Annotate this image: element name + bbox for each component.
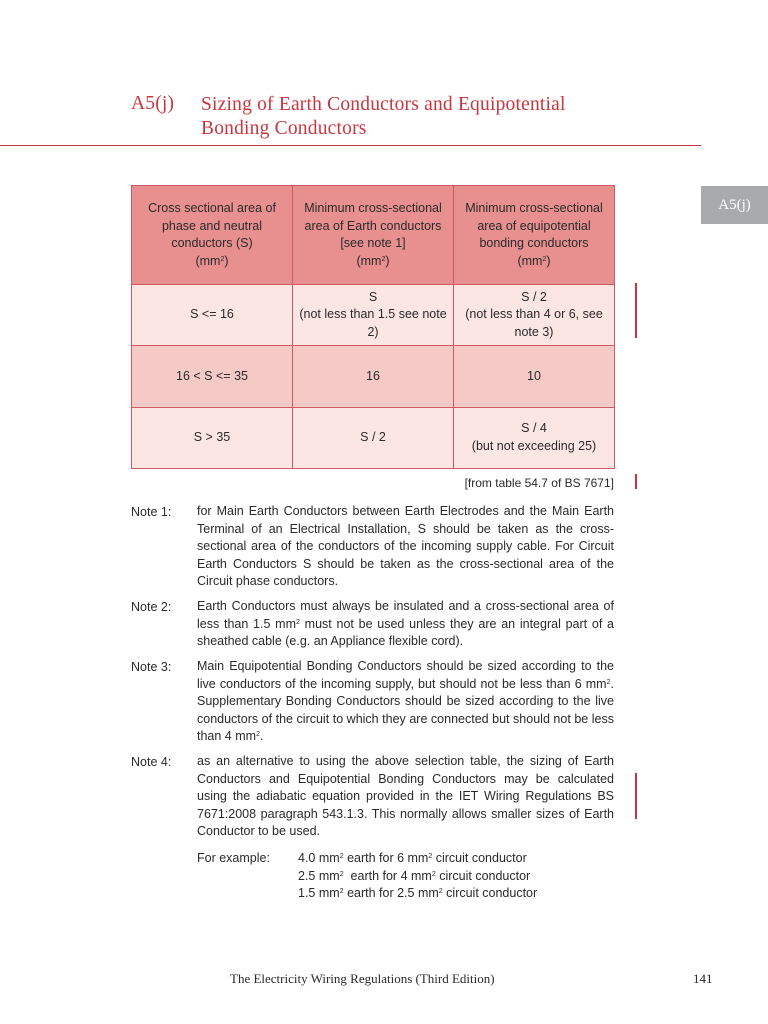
conductor-sizing-table — [131, 185, 615, 469]
note-1-text: for Main Earth Conductors between Earth Electrodes and the Main Earth Terminal of an Electrical Installation, S should be taken as the cross-sectional area of the conductors of the incoming supply cable. For Circuit Earth Conductors S should be taken as the cross-sectional area of the Circuit phase conductors. — [197, 504, 614, 588]
table-row — [132, 285, 615, 346]
note-3-text: Main Equipotential Bonding Conductors should be sized according to the live conductors of the incoming supply, but should not be less than 6 $mm^2$. Supplementary Bonding Conductors should be sized according to the live conductors of the circuit to which they are connected but should not be less than 4 $mm^2$. — [197, 659, 614, 743]
table-cell: S / 4 (but not exceeding 25) — [454, 407, 615, 468]
table-row — [132, 346, 615, 407]
table-cell: S <= 16 — [132, 285, 293, 346]
list-item: 4.0 $mm^2$ earth for 6 $mm^2$ circuit conductor — [298, 851, 527, 865]
table-cell: S / 2 (not less than 4 or 6, see note 3) — [454, 285, 615, 346]
table-cell: 10 — [454, 346, 615, 407]
note-4-text: as an alternative to using the above selection table, the sizing of Earth Conductors and Equipotential Bonding Conductors may be calculated using the adiabatic equation provided in the IET Wiring Regulations BS 7671:2008 paragraph 543.1.3. This normally allows smaller sizes of Earth Conductor to be used. — [197, 754, 614, 838]
table-cell: S / 2 — [293, 407, 454, 468]
page-number: 141 — [693, 971, 713, 986]
table-cell: S (not less than 1.5 see note 2) — [293, 285, 454, 346]
title-divider — [0, 145, 701, 146]
header-earth-area: Minimum cross-sectional area of Earth conductors [see note 1] $(mm^2)$ — [293, 186, 454, 285]
change-bar — [635, 283, 637, 338]
example-label: For example: — [197, 851, 270, 865]
note-2-text: Earth Conductors must always be insulated and a cross-sectional area of less than 1.5 $mm^2$ must not be used unless they are an integral part of a sheathed cable (e.g. an Appliance flexible cord). — [197, 599, 615, 648]
table-row — [132, 407, 615, 468]
section-side-tab[interactable]: A5(j) — [701, 186, 768, 224]
note-3-label: Note 3: — [131, 660, 172, 674]
header-bonding-area: Minimum cross-sectional area of equipotential bonding conductors $(mm^2)$ — [454, 186, 615, 285]
example-list — [298, 850, 537, 903]
note-2-label: Note 2: — [131, 600, 172, 614]
table-cell: 16 < S <= 35 — [132, 346, 293, 407]
note-4-label: Note 4: — [131, 755, 172, 769]
table-cell: S > 35 — [132, 407, 293, 468]
table-cell: 16 — [293, 346, 454, 407]
table-header-row — [132, 186, 615, 285]
change-bar — [635, 773, 637, 819]
change-bar — [635, 474, 637, 489]
note-1-label: Note 1: — [131, 505, 172, 519]
section-code: A5(j) — [131, 93, 175, 114]
list-item: 1.5 $mm^2$ earth for 2.5 $mm^2$ circuit conductor — [298, 886, 538, 900]
list-item: 2.5 $mm^2$ earth for 4 $mm^2$ circuit conductor — [298, 868, 531, 883]
page-title: Sizing of Earth Conductors and Equipotential Bonding Conductors — [201, 94, 566, 139]
footer-book-title: The Electricity Wiring Regulations (Third Edition) — [230, 971, 495, 986]
table-source-note: [from table 54.7 of BS 7671] — [464, 476, 614, 490]
header-phase-area: Cross sectional area of phase and neutral conductors (S) $(mm^2)$ — [132, 186, 293, 285]
